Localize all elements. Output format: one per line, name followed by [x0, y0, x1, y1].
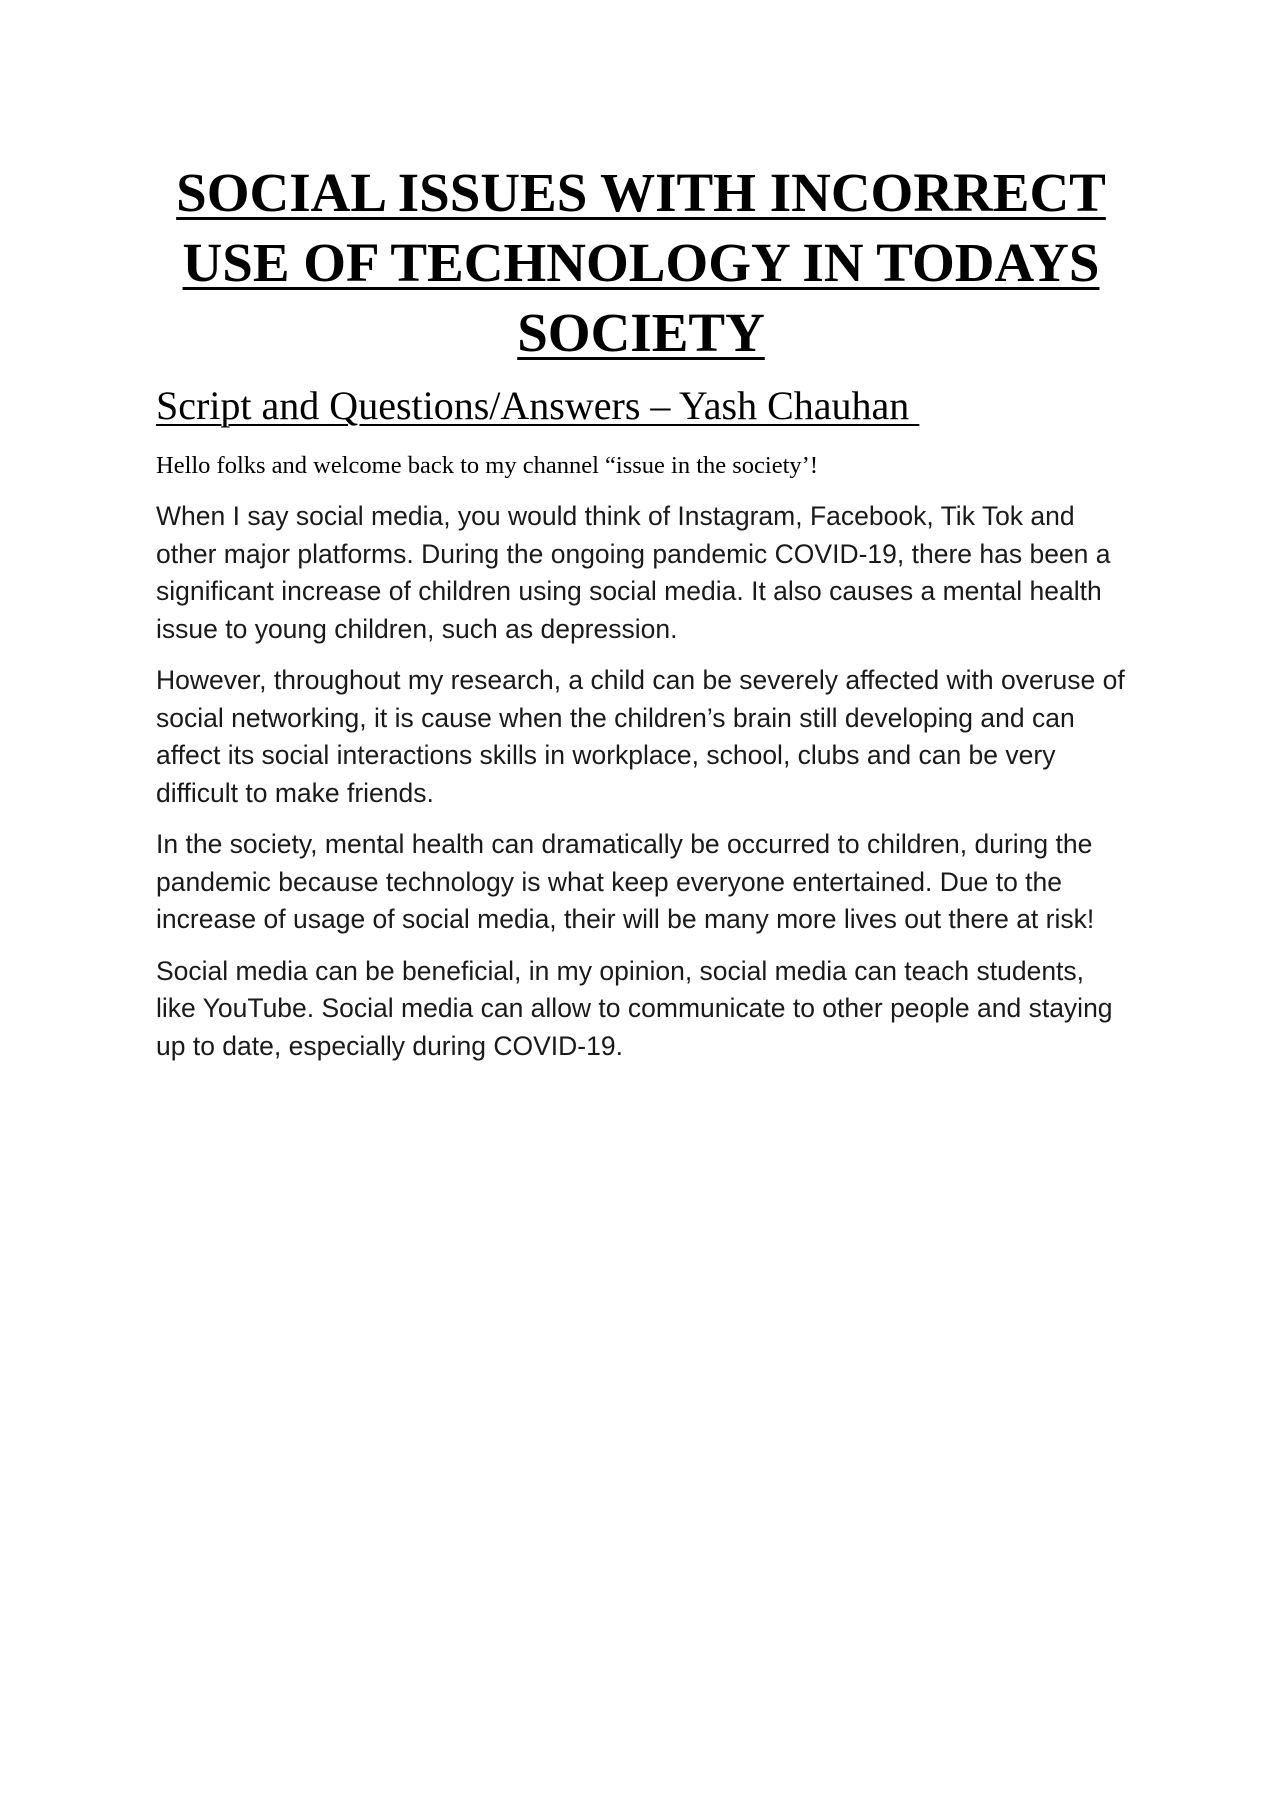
document-subtitle: Script and Questions/Answers – Yash Chauhan [156, 383, 920, 428]
paragraph-research-effects: However, throughout my research, a child can be severely affected with overuse of social networking, it is cause when the children’s brain still developing and can affect its social interactions skills in workplace, school, clubs and can be very difficult to make friends. [156, 665, 1125, 808]
document-title: SOCIAL ISSUES WITH INCORRECT USE OF TECHNOLOGY IN TODAYS SOCIETY [176, 162, 1106, 363]
paragraph-social-media-platforms: When I say social media, you would think of Instagram, Facebook, Tik Tok and other major platforms. During the ongoing pandemic COVID-19, there has been a significant increase of children using social media. It also causes a mental health issue to young children, such as depression. [156, 501, 1111, 644]
intro-line: Hello folks and welcome back to my channel “issue in the society’! [156, 452, 818, 479]
paragraph-benefits: Social media can be beneficial, in my opinion, social media can teach students, like YouTube. Social media can allow to communicate to other people and staying up to date, especially during COVID-19. [156, 955, 1113, 1061]
document-body [156, 158, 1126, 1065]
paragraph-mental-health: In the society, mental health can dramatically be occurred to children, during the pandemic because technology is what keep everyone entertained. Due to the increase of usage of social media, their will be many more lives out there at risk! [156, 829, 1095, 934]
